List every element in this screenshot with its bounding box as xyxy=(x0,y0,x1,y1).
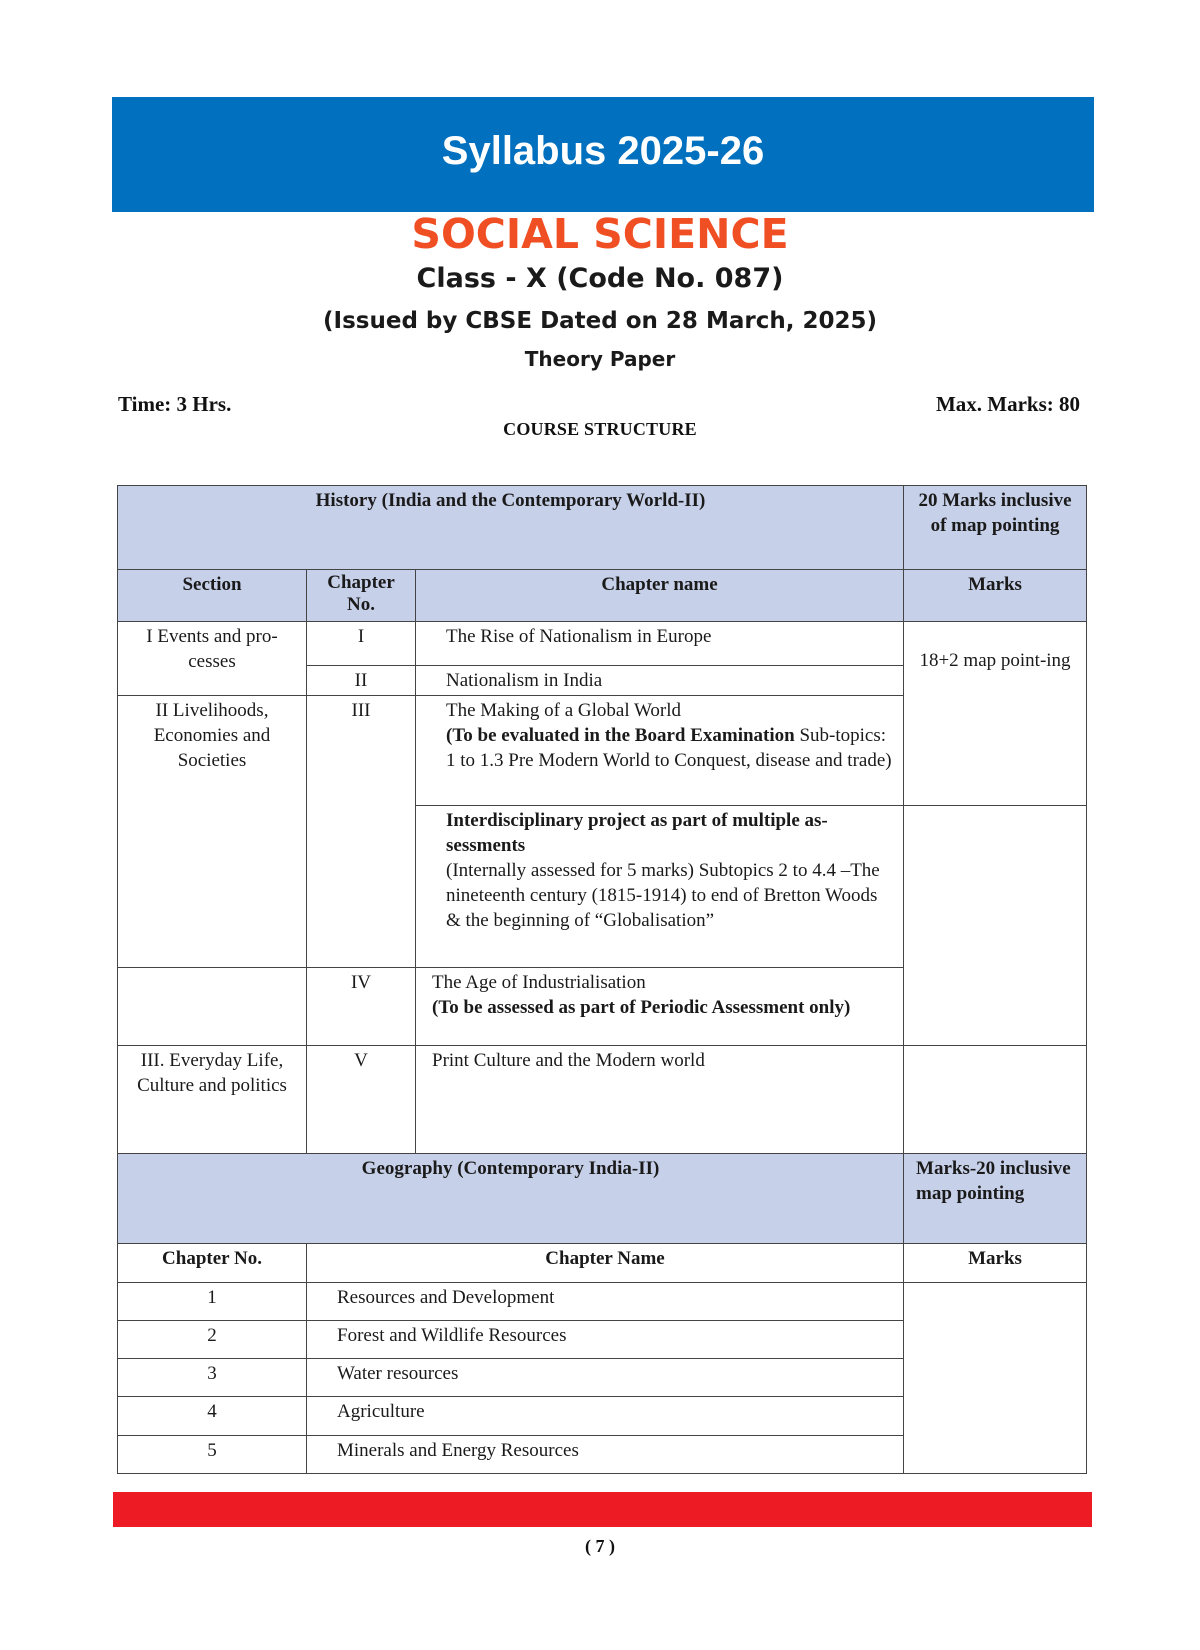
empty-marks-cell xyxy=(904,806,1087,1046)
chapter-name: The Age of Industrialisation xyxy=(432,972,646,993)
geo-chapter-name: Minerals and Energy Resources xyxy=(307,1436,904,1474)
chapter-name-block xyxy=(416,968,904,1046)
footer-red-bar xyxy=(113,1492,1092,1527)
paper-type: Theory Paper xyxy=(524,347,676,371)
syllabus-table xyxy=(117,485,1087,1474)
geo-chapter-no: 2 xyxy=(118,1321,307,1359)
project-description: (Internally assessed for 5 marks) Subtopics 2 to 4.4 –The nineteenth century (1815-1914) to end of Bretton Woods & the beginning of “Globalisation” xyxy=(446,860,880,931)
section-3: III. Everyday Life, Culture and politics xyxy=(118,1046,307,1154)
page-number: ( 7 ) xyxy=(585,1536,615,1556)
header-chapter-name: Chapter name xyxy=(416,570,904,622)
history-header-row xyxy=(118,486,1087,570)
header-chapter-no: Chapter No. xyxy=(118,1244,307,1283)
chapter-no: II xyxy=(307,666,416,696)
geo-chapter-no: 1 xyxy=(118,1283,307,1321)
chapter-no: I xyxy=(307,622,416,666)
geo-chapter-name: Water resources xyxy=(307,1359,904,1397)
geography-header-row xyxy=(118,1154,1087,1244)
table-row xyxy=(118,1046,1087,1154)
header-marks: Marks xyxy=(904,1244,1087,1283)
chapter-name: Nationalism in India xyxy=(416,666,904,696)
geo-chapter-name: Agriculture xyxy=(307,1397,904,1436)
geo-marks-cell xyxy=(904,1283,1087,1474)
title-banner xyxy=(112,97,1094,212)
geo-chapter-no: 3 xyxy=(118,1359,307,1397)
geo-chapter-no: 4 xyxy=(118,1397,307,1436)
section-2: II Livelihoods, Economies and Societies xyxy=(118,696,307,968)
geo-chapter-name: Forest and Wildlife Resources xyxy=(307,1321,904,1359)
subject-title: SOCIAL SCIENCE xyxy=(411,210,789,258)
chapter-note xyxy=(446,723,895,773)
issued-line: (Issued by CBSE Dated on 28 March, 2025) xyxy=(323,308,877,334)
header-marks: Marks xyxy=(904,570,1087,622)
header-section: Section xyxy=(118,570,307,622)
geography-column-headers xyxy=(118,1244,1087,1283)
geo-chapter-no: 5 xyxy=(118,1436,307,1474)
project-title: Interdisciplinary project as part of multiple as-sessments xyxy=(446,810,828,856)
table-row xyxy=(118,622,1087,666)
chapter-name: Print Culture and the Modern world xyxy=(416,1046,904,1154)
empty-section-cell xyxy=(118,968,307,1046)
class-line: Class - X (Code No. 087) xyxy=(416,263,784,294)
course-structure-heading: COURSE STRUCTURE xyxy=(503,419,697,439)
chapter-note-rest: Sub-topics: 1 to 1.3 Pre Modern World to Conquest, disease and trade) xyxy=(446,725,892,771)
section-1: I Events and pro-cesses xyxy=(118,622,307,696)
chapter-note-bold: (To be evaluated in the Board Examination xyxy=(446,725,795,746)
project-block xyxy=(416,806,904,968)
geography-title: Geography (Contemporary India-II) xyxy=(118,1154,904,1244)
chapter-name: The Making of a Global World xyxy=(446,700,682,721)
max-marks: Max. Marks: 80 xyxy=(935,392,1080,416)
chapter-name: The Rise of Nationalism in Europe xyxy=(416,622,904,666)
banner-title: Syllabus 2025-26 xyxy=(441,129,765,173)
time-duration: Time: 3 Hrs. xyxy=(118,392,232,416)
chapter-note-bold: (To be assessed as part of Periodic Assessment only) xyxy=(432,997,851,1018)
history-column-headers xyxy=(118,570,1087,622)
history-marks-value: 18+2 map point-ing xyxy=(904,622,1087,806)
history-title: History (India and the Contemporary World-II) xyxy=(118,486,904,570)
chapter-no: IV xyxy=(307,968,416,1046)
chapter-no: V xyxy=(307,1046,416,1154)
history-marks-note: 20 Marks inclusive of map pointing xyxy=(904,486,1087,570)
geography-marks-note: Marks-20 inclusive map pointing xyxy=(904,1154,1087,1244)
table-row xyxy=(118,1283,1087,1321)
chapter-name-block xyxy=(416,696,904,806)
chapter-no: III xyxy=(307,696,416,968)
header-chapter-no: Chapter No. xyxy=(307,570,416,622)
header-chapter-name: Chapter Name xyxy=(307,1244,904,1283)
empty-marks-cell xyxy=(904,1046,1087,1154)
geo-chapter-name: Resources and Development xyxy=(307,1283,904,1321)
